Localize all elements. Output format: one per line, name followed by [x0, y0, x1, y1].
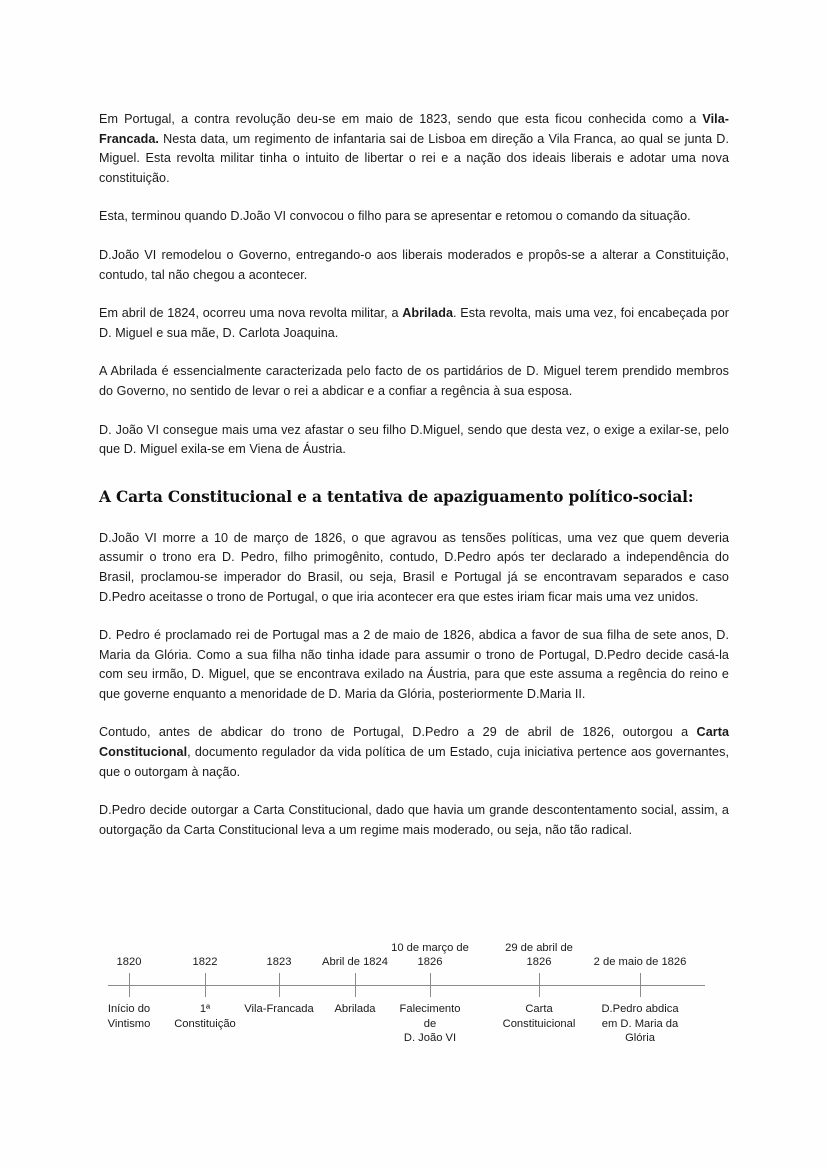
timeline-tick [355, 973, 356, 997]
body-text: D.João VI remodelou o Governo, entregando-o aos liberais moderados e propôs-se a alterar a Constituição, contudo, tal não chegou a acontecer. [99, 247, 729, 282]
emphasis-text: Carta Constitucional [99, 725, 729, 760]
timeline-event-line: Carta [525, 1003, 553, 1015]
paragraph [99, 110, 729, 188]
paragraph [99, 207, 729, 227]
timeline-figure [0, 930, 828, 1090]
timeline-axis-line [108, 985, 705, 986]
emphasis-text: Abrilada [402, 306, 454, 321]
timeline-event-line: Abrilada [334, 1003, 376, 1015]
emphasis-text: Vila-Francada. [99, 112, 729, 146]
timeline-date-line: 1820 [116, 956, 142, 968]
timeline-event-line: de [423, 1017, 437, 1030]
body-text: Em abril de 1824, ocorreu uma nova revolta militar, a [99, 306, 403, 321]
timeline-date-label [376, 941, 484, 969]
timeline-date-line: 29 de abril de [505, 942, 573, 954]
timeline-event-line: em D. Maria da [601, 1017, 679, 1030]
body-text: D. Pedro é proclamado rei de Portugal mas a 2 de maio de 1826, abdica a favor de sua filha de sete anos, D. Maria da Glória. Como a sua filha não tinha idade para assumir o trono de Portugal, D.Pedro decide casá-la com seu irmão, D. Miguel, que se encontrava exilado na Áustria, para que este assuma a regência do reino e que governe enquanto a menoridade de D. Maria da Glória, posteriormente D.Maria II. [99, 628, 729, 701]
timeline-event-label [588, 1002, 692, 1046]
paragraph-block-bottom [99, 529, 729, 841]
body-text: Em Portugal, a contra revolução deu-se em maio de 1823, sendo que esta ficou conhecida como a [99, 112, 703, 126]
paragraph [99, 421, 729, 460]
paragraph-block-top [99, 110, 729, 460]
body-text: , documento regulador da vida política de um Estado, cuja iniciativa pertence aos governantes, que o outorgam à nação. [99, 745, 729, 779]
timeline-event-line: Constituição [174, 1017, 236, 1030]
timeline-tick [129, 973, 130, 997]
body-text: A Abrilada é essencialmente caracterizada pelo facto de os partidários de D. Miguel terem prendido membros do Governo, no sentido de levar o rei a abdicar e a confiar a regência à sua esposa. [99, 364, 729, 398]
body-text: D.Pedro decide outorgar a Carta Constitucional, dado que havia um grande descontentamento social, assim, a outorgação da Carta Constitucional leva a um regime mais moderado, ou seja, não tão radical. [99, 803, 729, 837]
timeline-event-line: D.Pedro abdica [601, 1003, 679, 1015]
timeline-tick [430, 973, 431, 997]
body-text: Esta, terminou quando D.João VI convocou o filho para se apresentar e retomou o comando da situação. [99, 209, 691, 224]
paragraph [99, 529, 729, 607]
timeline-tick [205, 973, 206, 997]
timeline-event-line: Vila-Francada [244, 1003, 314, 1015]
timeline-date-label [586, 955, 694, 969]
timeline-tick [539, 973, 540, 997]
timeline-event-line: D. João VI [403, 1032, 457, 1044]
section-heading: A Carta Constitucional e a tentativa de apaziguamento político-social: [99, 487, 694, 506]
timeline-event-line: Falecimento [399, 1003, 461, 1015]
body-text: . Esta revolta, mais uma vez, foi encabeçada por D. Miguel e sua mãe, D. Carlota Joaquina. [99, 306, 730, 340]
paragraph [99, 723, 729, 782]
timeline-date-line: 2 de maio de 1826 [593, 956, 687, 968]
timeline-event-label [378, 1002, 482, 1046]
timeline-date-line: 1826 [417, 956, 443, 968]
timeline-tick [279, 973, 280, 997]
paragraph [99, 304, 729, 343]
paragraph [99, 626, 729, 704]
paragraph [99, 801, 729, 840]
timeline-event-line: Vintismo [107, 1017, 151, 1030]
timeline-event-line: 1ª [199, 1003, 211, 1015]
timeline-event-label [487, 1002, 591, 1031]
body-text: Contudo, antes de abdicar do trono de Portugal, D.Pedro a 29 de abril de 1826, outorgou a [99, 725, 697, 740]
timeline-date-line: 10 de março de [391, 942, 469, 954]
timeline-event-line: Início do [107, 1003, 151, 1015]
paragraph [99, 362, 729, 401]
timeline-date-label [485, 941, 593, 969]
timeline-date-line: 1822 [192, 956, 218, 968]
timeline-date-line: Abril de 1824 [322, 956, 388, 968]
timeline-date-line: 1826 [526, 956, 552, 968]
timeline-event-line: Glória [625, 1032, 655, 1044]
timeline-tick [640, 973, 641, 997]
document-body [99, 110, 729, 840]
body-text: Nesta data, um regimento de infantaria sai de Lisboa em direção a Vila Franca, ao qual se junta D. Miguel. Esta revolta militar tinha o intuito de libertar o rei e a nação dos ideais liberais e adotar uma nova constituição. [99, 131, 729, 185]
body-text: D. João VI consegue mais uma vez afastar o seu filho D.Miguel, sendo que desta vez, o exige a exilar-se, pelo que D. Miguel exila-se em Viena de Áustria. [99, 422, 729, 457]
timeline-event-line: Constituicional [502, 1017, 576, 1030]
timeline-date-line: 1823 [266, 956, 292, 968]
paragraph [99, 246, 729, 285]
body-text: D.João VI morre a 10 de março de 1826, o que agravou as tensões políticas, uma vez que quem deveria assumir o trono era D. Pedro, filho primogênito, contudo, D.Pedro após ter declarado a independência do Brasil, proclamou-se imperador do Brasil, ou seja, Brasil e Portugal já se encontravam separados e caso D.Pedro aceitasse o trono de Portugal, o que iria acontecer era que estes iriam ficar mais uma vez unidos. [99, 530, 729, 604]
